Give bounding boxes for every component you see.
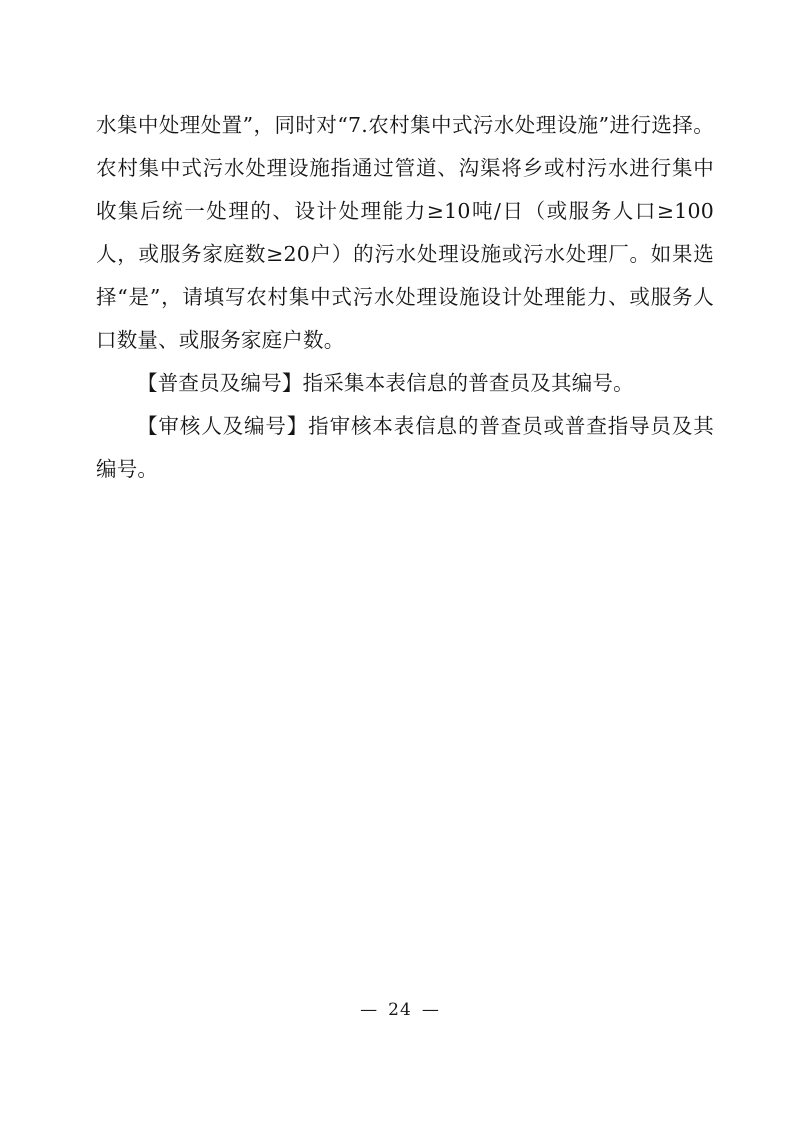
paragraph-surveyor-number: 【普查员及编号】指采集本表信息的普查员及其编号。 — [137, 371, 634, 395]
footer-dash-left: — — [360, 1000, 379, 1020]
page-number-value: 24 — [388, 1000, 412, 1020]
page-footer — [0, 1000, 800, 1020]
paragraph-continuation: 水集中处理处置”，同时对“7.农村集中式污水处理设施”进行选择。农村集中式污水处理设施指通过管道、沟渠将乡或村污水进行集中收集后统一处理的、设计处理能力≥10吨/日（或服务人口≥100人，或服务家庭数≥20户）的污水处理设施或污水处理厂。如果选择“是”，请填写农村集中式污水处理设施设计处理能力、或服务人口数量、或服务家庭户数。 — [96, 113, 714, 352]
footer-dash-right: — — [421, 1000, 440, 1020]
page-body — [96, 104, 714, 491]
paragraph-reviewer-number: 【审核人及编号】指审核本表信息的普查员或普查指导员及其编号。 — [96, 414, 714, 481]
